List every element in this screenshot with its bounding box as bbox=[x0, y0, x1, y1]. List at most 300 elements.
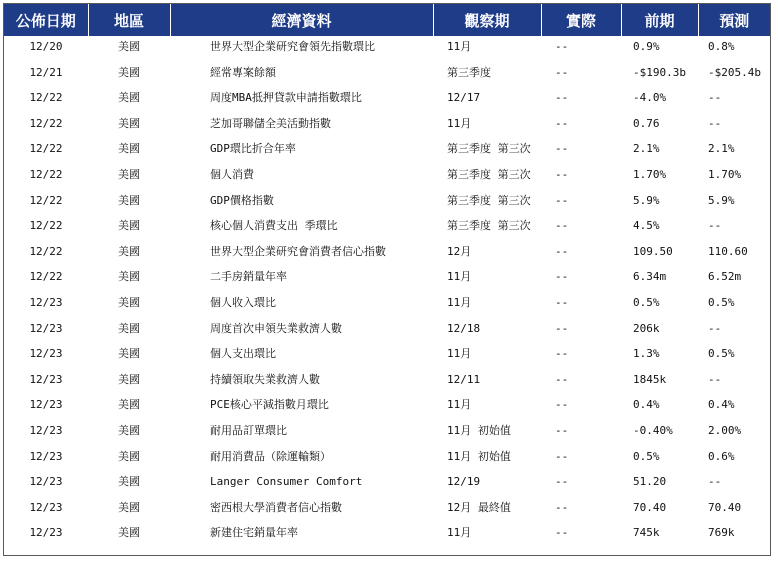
region-cell bbox=[88, 420, 170, 446]
release-date-cell bbox=[4, 164, 88, 190]
actual-cell bbox=[541, 62, 621, 88]
forecast-cell bbox=[698, 113, 770, 139]
economic-data-cell bbox=[170, 87, 433, 113]
previous-cell bbox=[621, 369, 698, 395]
economic-data-cell bbox=[170, 394, 433, 420]
observation-period-cell bbox=[433, 471, 541, 497]
previous-cell-text: 206k bbox=[633, 321, 660, 335]
actual-cell bbox=[541, 164, 621, 190]
release-date-cell-text: 12/22 bbox=[29, 270, 63, 284]
release-date-cell-text: 12/23 bbox=[29, 475, 63, 489]
region-cell-text: 美國 bbox=[118, 321, 140, 335]
region-cell-text: 美國 bbox=[118, 65, 140, 79]
previous-cell-text: 0.5% bbox=[633, 449, 660, 463]
economic-data-cell bbox=[170, 62, 433, 88]
forecast-cell-text: -- bbox=[708, 219, 722, 233]
table-row bbox=[4, 446, 770, 472]
previous-cell-text: 4.5% bbox=[633, 219, 660, 233]
economic-data-cell-text: 耐用消費品（除運輸類） bbox=[210, 449, 331, 463]
forecast-cell bbox=[698, 292, 770, 318]
release-date-cell bbox=[4, 266, 88, 292]
economic-data-cell-text: 持續領取失業救濟人數 bbox=[210, 372, 320, 386]
economic-data-cell-text: PCE核心平減指數月環比 bbox=[210, 398, 329, 412]
observation-period-cell-text: 第三季度 第三次 bbox=[447, 193, 531, 207]
actual-cell-text: -- bbox=[555, 500, 569, 514]
actual-cell bbox=[541, 420, 621, 446]
header-release-date: 公佈日期 bbox=[4, 4, 88, 36]
header-region: 地區 bbox=[88, 4, 170, 36]
table-header-row bbox=[4, 4, 770, 36]
forecast-cell-text: 769k bbox=[708, 526, 735, 540]
economic-data-cell-text: 核心個人消費支出 季環比 bbox=[210, 219, 338, 233]
header-actual: 實際 bbox=[541, 4, 621, 36]
forecast-cell-text: -- bbox=[708, 321, 722, 335]
previous-cell-text: 0.4% bbox=[633, 398, 660, 412]
actual-cell bbox=[541, 394, 621, 420]
observation-period-cell-text: 12/17 bbox=[447, 91, 481, 105]
actual-cell-text: -- bbox=[555, 475, 569, 489]
release-date-cell bbox=[4, 369, 88, 395]
previous-cell bbox=[621, 113, 698, 139]
region-cell bbox=[88, 394, 170, 420]
forecast-cell-text: 0.8% bbox=[708, 40, 735, 53]
observation-period-cell bbox=[433, 369, 541, 395]
actual-cell bbox=[541, 369, 621, 395]
forecast-cell-text: 2.00% bbox=[708, 423, 742, 437]
previous-cell-text: 70.40 bbox=[633, 500, 667, 514]
table-row bbox=[4, 497, 770, 523]
forecast-cell bbox=[698, 241, 770, 267]
release-date-cell-text: 12/23 bbox=[29, 423, 63, 437]
economic-data-cell-text: 二手房銷量年率 bbox=[210, 270, 287, 284]
previous-cell bbox=[621, 164, 698, 190]
previous-cell bbox=[621, 394, 698, 420]
table-row bbox=[4, 36, 770, 62]
previous-cell bbox=[621, 497, 698, 523]
region-cell bbox=[88, 471, 170, 497]
actual-cell-text: -- bbox=[555, 372, 569, 386]
observation-period-cell bbox=[433, 446, 541, 472]
actual-cell bbox=[541, 36, 621, 62]
table-row bbox=[4, 87, 770, 113]
actual-cell-text: -- bbox=[555, 116, 569, 130]
region-cell bbox=[88, 62, 170, 88]
region-cell-text: 美國 bbox=[118, 372, 140, 386]
release-date-cell-text: 12/23 bbox=[29, 372, 63, 386]
economic-data-cell-text: 經常專案餘額 bbox=[210, 65, 276, 79]
observation-period-cell-text: 12/19 bbox=[447, 475, 481, 489]
observation-period-cell-text: 11月 初始值 bbox=[447, 423, 511, 437]
previous-cell-text: 6.34m bbox=[633, 270, 667, 284]
table-row bbox=[4, 522, 770, 548]
observation-period-cell-text: 11月 bbox=[447, 295, 472, 309]
observation-period-cell-text: 11月 bbox=[447, 40, 472, 53]
table-row bbox=[4, 420, 770, 446]
forecast-cell-text: 1.70% bbox=[708, 167, 742, 181]
release-date-cell-text: 12/22 bbox=[29, 244, 63, 258]
previous-cell bbox=[621, 446, 698, 472]
forecast-cell-text: 5.9% bbox=[708, 193, 735, 207]
observation-period-cell-text: 第三季度 bbox=[447, 65, 491, 79]
economic-data-cell-text: 耐用品訂單環比 bbox=[210, 423, 287, 437]
release-date-cell-text: 12/22 bbox=[29, 91, 63, 105]
actual-cell bbox=[541, 215, 621, 241]
release-date-cell bbox=[4, 138, 88, 164]
observation-period-cell bbox=[433, 497, 541, 523]
observation-period-cell-text: 11月 bbox=[447, 116, 472, 130]
release-date-cell bbox=[4, 292, 88, 318]
forecast-cell-text: 0.5% bbox=[708, 347, 735, 361]
region-cell bbox=[88, 190, 170, 216]
observation-period-cell-text: 第三季度 第三次 bbox=[447, 167, 531, 181]
forecast-cell-text: -- bbox=[708, 372, 722, 386]
region-cell bbox=[88, 215, 170, 241]
observation-period-cell-text: 11月 bbox=[447, 526, 472, 540]
actual-cell bbox=[541, 292, 621, 318]
table-row bbox=[4, 138, 770, 164]
previous-cell bbox=[621, 318, 698, 344]
region-cell-text: 美國 bbox=[118, 500, 140, 514]
previous-cell-text: 745k bbox=[633, 526, 660, 540]
forecast-cell bbox=[698, 343, 770, 369]
economic-data-cell-text: 周度首次申領失業救濟人數 bbox=[210, 321, 342, 335]
release-date-cell bbox=[4, 394, 88, 420]
table-row bbox=[4, 62, 770, 88]
release-date-cell bbox=[4, 318, 88, 344]
actual-cell-text: -- bbox=[555, 142, 569, 156]
table-row bbox=[4, 164, 770, 190]
release-date-cell-text: 12/23 bbox=[29, 321, 63, 335]
release-date-cell-text: 12/22 bbox=[29, 193, 63, 207]
observation-period-cell-text: 11月 bbox=[447, 270, 472, 284]
actual-cell-text: -- bbox=[555, 449, 569, 463]
actual-cell bbox=[541, 190, 621, 216]
table-row bbox=[4, 394, 770, 420]
actual-cell bbox=[541, 471, 621, 497]
forecast-cell-text: -- bbox=[708, 91, 722, 105]
actual-cell-text: -- bbox=[555, 321, 569, 335]
release-date-cell-text: 12/23 bbox=[29, 295, 63, 309]
header-economic-data: 經濟資料 bbox=[170, 4, 433, 36]
economic-data-cell bbox=[170, 266, 433, 292]
observation-period-cell bbox=[433, 62, 541, 88]
actual-cell bbox=[541, 318, 621, 344]
observation-period-cell-text: 12月 最終值 bbox=[447, 500, 511, 514]
forecast-cell bbox=[698, 62, 770, 88]
economic-data-cell bbox=[170, 318, 433, 344]
region-cell bbox=[88, 87, 170, 113]
previous-cell-text: 109.50 bbox=[633, 244, 673, 258]
economic-data-cell-text: 新建住宅銷量年率 bbox=[210, 526, 298, 540]
observation-period-cell-text: 12月 bbox=[447, 244, 472, 258]
previous-cell bbox=[621, 215, 698, 241]
table-body bbox=[4, 36, 770, 548]
release-date-cell bbox=[4, 420, 88, 446]
forecast-cell-text: 0.4% bbox=[708, 398, 735, 412]
forecast-cell-text: 2.1% bbox=[708, 142, 735, 156]
economic-calendar-table bbox=[4, 4, 770, 548]
previous-cell bbox=[621, 266, 698, 292]
observation-period-cell bbox=[433, 318, 541, 344]
actual-cell-text: -- bbox=[555, 167, 569, 181]
actual-cell-text: -- bbox=[555, 423, 569, 437]
release-date-cell-text: 12/23 bbox=[29, 398, 63, 412]
region-cell bbox=[88, 522, 170, 548]
previous-cell-text: -4.0% bbox=[633, 91, 667, 105]
release-date-cell bbox=[4, 215, 88, 241]
region-cell-text: 美國 bbox=[118, 142, 140, 156]
region-cell bbox=[88, 292, 170, 318]
actual-cell-text: -- bbox=[555, 270, 569, 284]
region-cell bbox=[88, 138, 170, 164]
region-cell-text: 美國 bbox=[118, 347, 140, 361]
release-date-cell bbox=[4, 497, 88, 523]
forecast-cell-text: -$205.4b bbox=[708, 65, 761, 79]
region-cell bbox=[88, 343, 170, 369]
previous-cell bbox=[621, 36, 698, 62]
actual-cell-text: -- bbox=[555, 398, 569, 412]
previous-cell-text: 51.20 bbox=[633, 475, 667, 489]
forecast-cell bbox=[698, 36, 770, 62]
economic-data-cell-text: 個人消費 bbox=[210, 167, 254, 181]
release-date-cell bbox=[4, 522, 88, 548]
region-cell-text: 美國 bbox=[118, 526, 140, 540]
release-date-cell-text: 12/22 bbox=[29, 219, 63, 233]
economic-data-cell bbox=[170, 497, 433, 523]
previous-cell-text: -0.40% bbox=[633, 423, 673, 437]
region-cell-text: 美國 bbox=[118, 116, 140, 130]
forecast-cell-text: -- bbox=[708, 475, 722, 489]
forecast-cell bbox=[698, 497, 770, 523]
observation-period-cell-text: 11月 初始值 bbox=[447, 449, 511, 463]
table-row bbox=[4, 369, 770, 395]
economic-data-cell bbox=[170, 113, 433, 139]
previous-cell bbox=[621, 343, 698, 369]
table-row bbox=[4, 190, 770, 216]
observation-period-cell bbox=[433, 215, 541, 241]
header-forecast: 預測 bbox=[698, 4, 770, 36]
table-row bbox=[4, 113, 770, 139]
previous-cell-text: 1845k bbox=[633, 372, 667, 386]
previous-cell-text: 1.3% bbox=[633, 347, 660, 361]
previous-cell-text: 5.9% bbox=[633, 193, 660, 207]
forecast-cell-text: -- bbox=[708, 116, 722, 130]
forecast-cell bbox=[698, 164, 770, 190]
economic-data-cell bbox=[170, 420, 433, 446]
region-cell-text: 美國 bbox=[118, 398, 140, 412]
region-cell-text: 美國 bbox=[118, 475, 140, 489]
economic-data-cell-text: 個人收入環比 bbox=[210, 295, 276, 309]
previous-cell-text: -$190.3b bbox=[633, 65, 686, 79]
economic-calendar-frame bbox=[3, 3, 771, 556]
actual-cell-text: -- bbox=[555, 219, 569, 233]
actual-cell bbox=[541, 241, 621, 267]
header-previous: 前期 bbox=[621, 4, 698, 36]
region-cell-text: 美國 bbox=[118, 423, 140, 437]
economic-data-cell-text: GDP價格指數 bbox=[210, 193, 274, 207]
observation-period-cell bbox=[433, 241, 541, 267]
economic-data-cell bbox=[170, 241, 433, 267]
previous-cell bbox=[621, 471, 698, 497]
forecast-cell bbox=[698, 471, 770, 497]
actual-cell-text: -- bbox=[555, 65, 569, 79]
region-cell bbox=[88, 36, 170, 62]
header-observation-period: 觀察期 bbox=[433, 4, 541, 36]
region-cell-text: 美國 bbox=[118, 270, 140, 284]
observation-period-cell bbox=[433, 292, 541, 318]
economic-data-cell-text: 周度MBA抵押貸款申請指數環比 bbox=[210, 91, 362, 105]
release-date-cell-text: 12/23 bbox=[29, 500, 63, 514]
actual-cell bbox=[541, 446, 621, 472]
table-row bbox=[4, 292, 770, 318]
observation-period-cell-text: 12/11 bbox=[447, 372, 481, 386]
region-cell bbox=[88, 113, 170, 139]
observation-period-cell bbox=[433, 394, 541, 420]
previous-cell bbox=[621, 292, 698, 318]
observation-period-cell bbox=[433, 343, 541, 369]
release-date-cell-text: 12/22 bbox=[29, 116, 63, 130]
region-cell-text: 美國 bbox=[118, 40, 140, 53]
forecast-cell bbox=[698, 522, 770, 548]
forecast-cell bbox=[698, 420, 770, 446]
previous-cell bbox=[621, 87, 698, 113]
region-cell bbox=[88, 318, 170, 344]
forecast-cell bbox=[698, 138, 770, 164]
economic-data-cell bbox=[170, 190, 433, 216]
region-cell-text: 美國 bbox=[118, 244, 140, 258]
previous-cell bbox=[621, 138, 698, 164]
observation-period-cell bbox=[433, 522, 541, 548]
economic-data-cell-text: 芝加哥聯儲全美活動指數 bbox=[210, 116, 331, 130]
economic-data-cell-text: 世界大型企業研究會領先指數環比 bbox=[210, 40, 375, 53]
release-date-cell bbox=[4, 36, 88, 62]
region-cell-text: 美國 bbox=[118, 91, 140, 105]
region-cell bbox=[88, 497, 170, 523]
region-cell bbox=[88, 369, 170, 395]
actual-cell bbox=[541, 497, 621, 523]
economic-data-cell bbox=[170, 369, 433, 395]
economic-data-cell bbox=[170, 36, 433, 62]
forecast-cell bbox=[698, 446, 770, 472]
actual-cell bbox=[541, 266, 621, 292]
release-date-cell bbox=[4, 446, 88, 472]
release-date-cell bbox=[4, 113, 88, 139]
previous-cell-text: 0.76 bbox=[633, 116, 660, 130]
economic-data-cell bbox=[170, 164, 433, 190]
forecast-cell-text: 110.60 bbox=[708, 244, 748, 258]
economic-data-cell-text: 世界大型企業研究會消費者信心指數 bbox=[210, 244, 386, 258]
table-row bbox=[4, 471, 770, 497]
previous-cell-text: 2.1% bbox=[633, 142, 660, 156]
release-date-cell bbox=[4, 190, 88, 216]
region-cell-text: 美國 bbox=[118, 193, 140, 207]
observation-period-cell bbox=[433, 113, 541, 139]
forecast-cell-text: 70.40 bbox=[708, 500, 742, 514]
region-cell bbox=[88, 241, 170, 267]
forecast-cell bbox=[698, 266, 770, 292]
actual-cell-text: -- bbox=[555, 526, 569, 540]
observation-period-cell bbox=[433, 87, 541, 113]
observation-period-cell bbox=[433, 190, 541, 216]
observation-period-cell bbox=[433, 36, 541, 62]
forecast-cell-text: 0.6% bbox=[708, 449, 735, 463]
actual-cell bbox=[541, 138, 621, 164]
economic-data-cell-text: 個人支出環比 bbox=[210, 347, 276, 361]
actual-cell-text: -- bbox=[555, 295, 569, 309]
actual-cell-text: -- bbox=[555, 91, 569, 105]
release-date-cell bbox=[4, 471, 88, 497]
economic-data-cell-text: Langer Consumer Comfort bbox=[210, 475, 363, 489]
observation-period-cell bbox=[433, 420, 541, 446]
forecast-cell bbox=[698, 318, 770, 344]
previous-cell bbox=[621, 62, 698, 88]
actual-cell bbox=[541, 343, 621, 369]
actual-cell-text: -- bbox=[555, 193, 569, 207]
forecast-cell bbox=[698, 87, 770, 113]
observation-period-cell-text: 11月 bbox=[447, 398, 472, 412]
forecast-cell-text: 0.5% bbox=[708, 295, 735, 309]
observation-period-cell bbox=[433, 164, 541, 190]
release-date-cell-text: 12/23 bbox=[29, 449, 63, 463]
previous-cell bbox=[621, 241, 698, 267]
forecast-cell bbox=[698, 190, 770, 216]
region-cell-text: 美國 bbox=[118, 449, 140, 463]
forecast-cell-text: 6.52m bbox=[708, 270, 742, 284]
forecast-cell bbox=[698, 394, 770, 420]
observation-period-cell-text: 12/18 bbox=[447, 321, 481, 335]
forecast-cell bbox=[698, 215, 770, 241]
region-cell bbox=[88, 266, 170, 292]
release-date-cell-text: 12/23 bbox=[29, 526, 63, 540]
previous-cell-text: 0.5% bbox=[633, 295, 660, 309]
release-date-cell bbox=[4, 62, 88, 88]
region-cell bbox=[88, 446, 170, 472]
observation-period-cell bbox=[433, 266, 541, 292]
table-row bbox=[4, 266, 770, 292]
actual-cell-text: -- bbox=[555, 347, 569, 361]
economic-data-cell-text: 密西根大學消費者信心指數 bbox=[210, 500, 342, 514]
release-date-cell bbox=[4, 87, 88, 113]
economic-data-cell-text: GDP環比折合年率 bbox=[210, 142, 296, 156]
release-date-cell-text: 12/22 bbox=[29, 142, 63, 156]
previous-cell bbox=[621, 522, 698, 548]
observation-period-cell bbox=[433, 138, 541, 164]
table-row bbox=[4, 343, 770, 369]
actual-cell bbox=[541, 522, 621, 548]
release-date-cell-text: 12/21 bbox=[29, 65, 63, 79]
previous-cell-text: 1.70% bbox=[633, 167, 667, 181]
previous-cell bbox=[621, 420, 698, 446]
economic-data-cell bbox=[170, 292, 433, 318]
actual-cell-text: -- bbox=[555, 244, 569, 258]
release-date-cell bbox=[4, 343, 88, 369]
previous-cell-text: 0.9% bbox=[633, 40, 660, 53]
forecast-cell bbox=[698, 369, 770, 395]
economic-data-cell bbox=[170, 138, 433, 164]
actual-cell bbox=[541, 113, 621, 139]
region-cell-text: 美國 bbox=[118, 167, 140, 181]
release-date-cell-text: 12/23 bbox=[29, 347, 63, 361]
actual-cell bbox=[541, 87, 621, 113]
region-cell-text: 美國 bbox=[118, 219, 140, 233]
table-row bbox=[4, 215, 770, 241]
release-date-cell bbox=[4, 241, 88, 267]
economic-data-cell bbox=[170, 471, 433, 497]
region-cell bbox=[88, 164, 170, 190]
region-cell-text: 美國 bbox=[118, 295, 140, 309]
economic-data-cell bbox=[170, 215, 433, 241]
table-row bbox=[4, 318, 770, 344]
